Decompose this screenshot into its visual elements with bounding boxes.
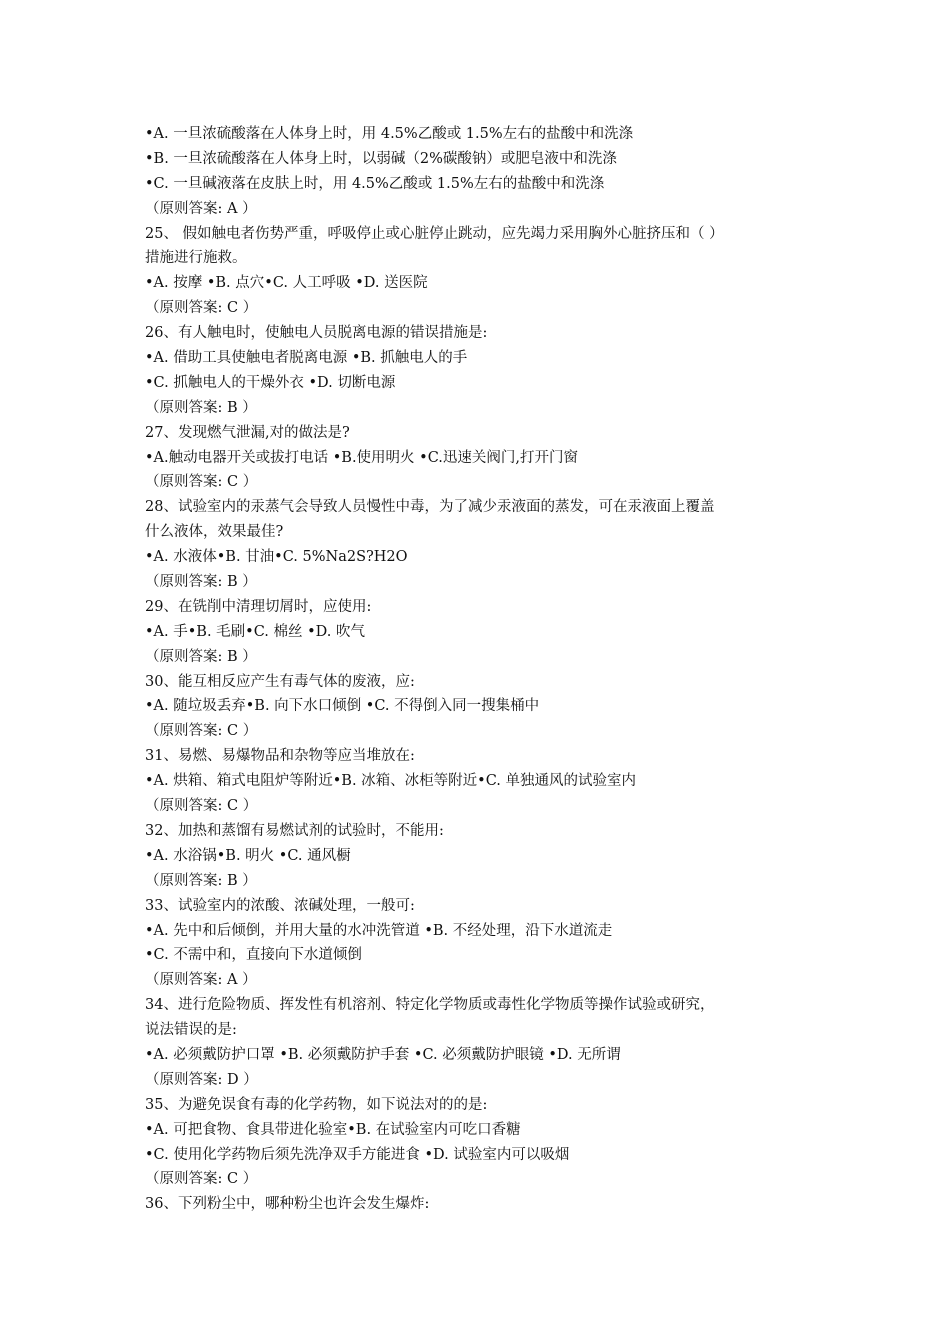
question-34: 34、进行危险物质、挥发性有机溶剂、特定化学物质或毒性化学物质等操作试验或研究， bbox=[145, 997, 715, 1014]
option-line: •C. 不需中和，直接向下水道倾倒 bbox=[145, 947, 362, 964]
option-line: •A. 手•B. 毛刷•C. 棉丝 •D. 吹气 bbox=[145, 623, 366, 640]
question-27: 27、发现燃气泄漏,对的做法是? bbox=[145, 424, 350, 441]
option-line: •A. 水液体•B. 甘油•C. 5%Na2S?H2O bbox=[145, 549, 408, 566]
answer-line: （原则答案: D ） bbox=[145, 1071, 258, 1088]
option-line: •C. 抓触电人的干燥外衣 •D. 切断电源 bbox=[145, 374, 396, 391]
question-32: 32、加热和蒸馏有易燃试剂的试验时，不能用: bbox=[145, 822, 444, 839]
answer-line: （原则答案: A ） bbox=[145, 200, 257, 217]
option-line: •A. 可把食物、食具带进化验室•B. 在试验室内可吃口香糖 bbox=[145, 1121, 521, 1138]
question-25-continued: 措施进行施救。 bbox=[145, 250, 247, 267]
option-line: •A. 随垃圾丢弃•B. 向下水口倾倒 •C. 不得倒入同一搜集桶中 bbox=[145, 698, 540, 715]
document-body bbox=[145, 122, 815, 1217]
option-line: •A. 必须戴防护口罩 •B. 必须戴防护手套 •C. 必须戴防护眼镜 •D. 无所谓 bbox=[145, 1046, 621, 1063]
answer-line: （原则答案: C ） bbox=[145, 1171, 258, 1188]
option-line: •A. 借助工具使触电者脱离电源 •B. 抓触电人的手 bbox=[145, 350, 468, 367]
question-35: 35、为避免误食有毒的化学药物，如下说法对的的是: bbox=[145, 1096, 488, 1113]
question-28: 28、试验室内的汞蒸气会导致人员慢性中毒，为了减少汞液面的蒸发，可在汞液面上覆盖 bbox=[145, 499, 715, 516]
question-30: 30、能互相反应产生有毒气体的废液，应: bbox=[145, 673, 415, 690]
answer-line: （原则答案: C ） bbox=[145, 798, 258, 815]
question-33: 33、试验室内的浓酸、浓碱处理，一般可: bbox=[145, 897, 415, 914]
option-line: •C. 使用化学药物后须先洗净双手方能进食 •D. 试验室内可以吸烟 bbox=[145, 1146, 570, 1163]
option-line: •A. 水浴锅•B. 明火 •C. 通风橱 bbox=[145, 847, 351, 864]
question-31: 31、易燃、易爆物品和杂物等应当堆放在: bbox=[145, 748, 415, 765]
question-29: 29、在铣削中清理切屑时，应使用: bbox=[145, 598, 372, 615]
question-36: 36、下列粉尘中，哪种粉尘也许会发生爆炸: bbox=[145, 1196, 430, 1213]
option-line: •A. 先中和后倾倒，并用大量的水冲洗管道 •B. 不经处理，沿下水道流走 bbox=[145, 922, 613, 939]
question-28-continued: 什么液体，效果最佳? bbox=[145, 524, 284, 541]
option-line: •A.触动电器开关或拔打电话 •B.使用明火 •C.迅速关阀门,打开门窗 bbox=[145, 449, 579, 466]
option-line: •B. 一旦浓硫酸落在人体身上时，以弱碱（2%碳酸钠）或肥皂液中和洗涤 bbox=[145, 150, 617, 167]
answer-line: （原则答案: B ） bbox=[145, 399, 257, 416]
answer-line: （原则答案: B ） bbox=[145, 648, 257, 665]
option-line: •A. 按摩 •B. 点穴•C. 人工呼吸 •D. 送医院 bbox=[145, 275, 428, 292]
answer-line: （原则答案: B ） bbox=[145, 872, 257, 889]
answer-line: （原则答案: C ） bbox=[145, 474, 258, 491]
option-line: •C. 一旦碱液落在皮肤上时，用 4.5%乙酸或 1.5%左右的盐酸中和洗涤 bbox=[145, 175, 605, 192]
answer-line: （原则答案: B ） bbox=[145, 574, 257, 591]
option-line: •A. 烘箱、箱式电阻炉等附近•B. 冰箱、冰柜等附近•C. 单独通风的试验室内 bbox=[145, 773, 637, 790]
question-25: 25、 假如触电者伤势严重，呼吸停止或心脏停止跳动，应先竭力采用胸外心脏挤压和（ ） bbox=[145, 225, 724, 242]
question-26: 26、有人触电时，使触电人员脱离电源的错误措施是: bbox=[145, 325, 488, 342]
answer-line: （原则答案: A ） bbox=[145, 972, 257, 989]
question-34-continued: 说法错误的是: bbox=[145, 1022, 237, 1039]
option-line: •A. 一旦浓硫酸落在人体身上时，用 4.5%乙酸或 1.5%左右的盐酸中和洗涤 bbox=[145, 126, 634, 142]
answer-line: （原则答案: C ） bbox=[145, 300, 258, 317]
answer-line: （原则答案: C ） bbox=[145, 723, 258, 740]
